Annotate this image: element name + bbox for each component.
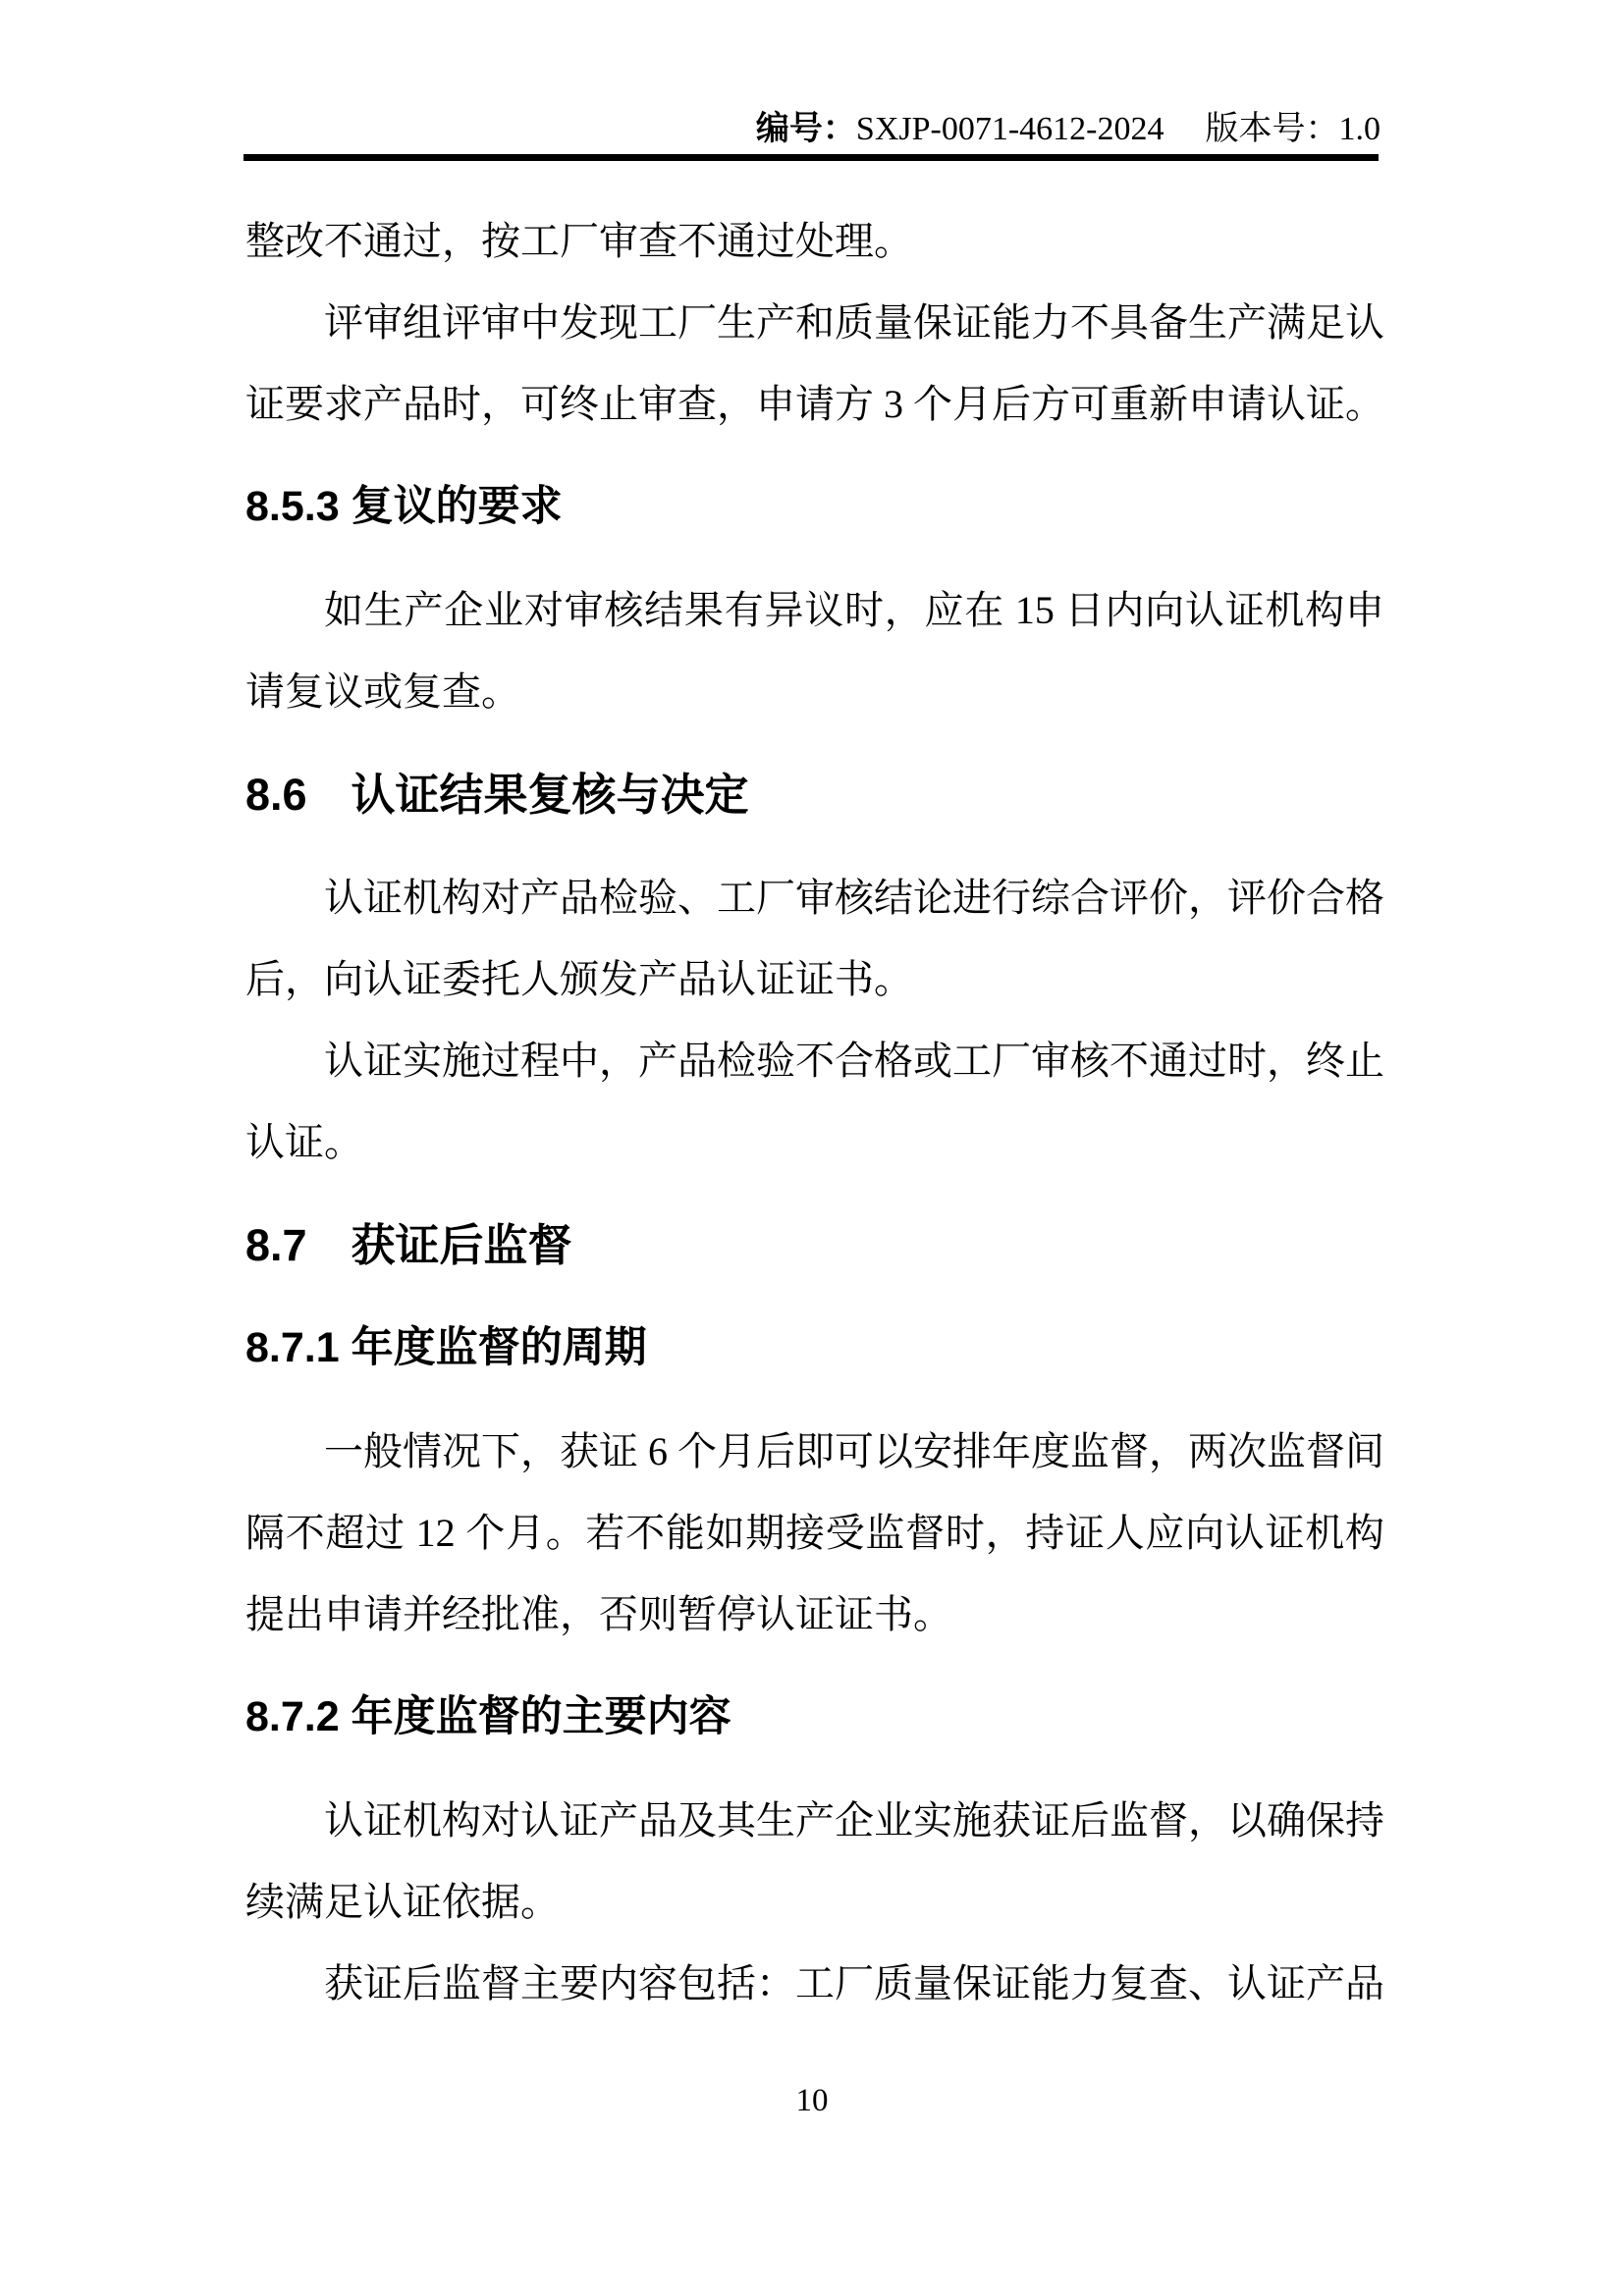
section-heading-8-7-2: 8.7.2 年度监督的主要内容 <box>245 1693 731 1740</box>
header-divider <box>244 154 1379 161</box>
section-heading-8-7-1: 8.7.1 年度监督的周期 <box>245 1324 647 1371</box>
document-body <box>245 200 1384 2024</box>
section-heading-8-7: 8.7 获证后监督 <box>245 1220 572 1270</box>
paragraph: 评审组评审中发现工厂生产和质量保证能力不具备生产满足认证要求产品时，可终止审查，申请方 3 个月后方可重新申请认证。 <box>245 300 1384 426</box>
doc-number-label: 编号： <box>755 110 856 147</box>
paragraph: 一般情况下，获证 6 个月后即可以安排年度监督，两次监督间隔不超过 12 个月。若不能如期接受监督时，持证人应向认证机构提出申请并经批准，否则暂停认证证书。 <box>245 1429 1384 1636</box>
version-value: 1.0 <box>1338 111 1380 147</box>
paragraph: 认证机构对认证产品及其生产企业实施获证后监督，以确保持续满足认证依据。 <box>245 1798 1384 1924</box>
paragraph: 整改不通过，按工厂审查不通过处理。 <box>245 219 913 263</box>
page-header <box>244 106 1380 152</box>
section-heading-8-6: 8.6 认证结果复核与决定 <box>245 770 749 820</box>
paragraph: 获证后监督主要内容包括：工厂质量保证能力复查、认证产品 <box>324 1961 1384 2005</box>
paragraph: 如生产企业对审核结果有异议时，应在 15 日内向认证机构申请复议或复查。 <box>245 588 1384 714</box>
paragraph: 认证机构对产品检验、工厂审核结论进行综合评价，评价合格后，向认证委托人颁发产品认证证书。 <box>245 876 1384 1001</box>
doc-number-value: SXJP-0071-4612-2024 <box>855 111 1164 147</box>
paragraph: 认证实施过程中，产品检验不合格或工厂审核不通过时，终止认证。 <box>245 1039 1384 1164</box>
version-label: 版本号： <box>1205 111 1339 147</box>
section-heading-8-5-3: 8.5.3 复议的要求 <box>245 483 563 530</box>
page-number: 10 <box>795 2083 829 2118</box>
